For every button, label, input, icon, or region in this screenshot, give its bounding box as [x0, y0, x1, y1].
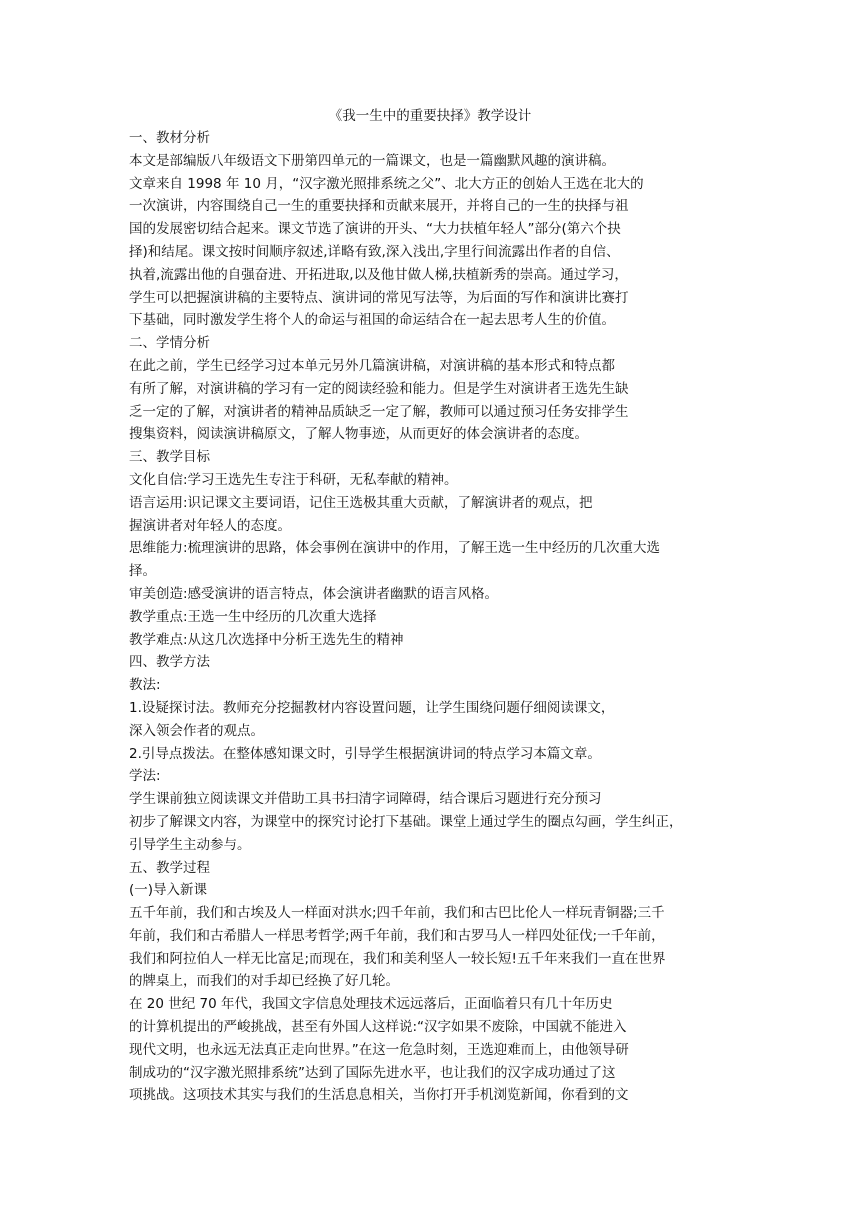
text-line: 引导学生主动参与。	[129, 836, 251, 853]
text-line: 握演讲者对年轻人的态度。	[129, 517, 291, 534]
text-line: 本文是部编版八年级语文下册第四单元的一篇课文，也是一篇幽默风趣的演讲稿。	[129, 152, 615, 169]
text-line: 制成功的“汉字激光照排系统”达到了国际先进水平，也让我们的汉字成功通过了这	[129, 1064, 616, 1081]
text-line: 下基础，同时激发学生将个人的命运与祖国的命运结合在一起去思考人生的价值。	[129, 312, 615, 329]
text-line: 2.引导点拨法。在整体感知课文时，引导学生根据演讲词的特点学习本篇文章。	[129, 745, 601, 762]
text-line: 审美创造:感受演讲的语言特点，体会演讲者幽默的语言风格。	[129, 585, 499, 602]
text-line: 的牌桌上，而我们的对手却已经换了好几轮。	[129, 973, 399, 990]
subsection-heading: (一)导入新课	[129, 882, 208, 899]
section-heading: 三、教学目标	[129, 449, 210, 466]
text-line: 择)和结尾。课文按时间顺序叙述,详略有致,深入浅出,字里行间流露出作者的自信、	[129, 243, 620, 260]
text-line: 学生课前独立阅读课文并借助工具书扫清字词障碍，结合课后习题进行充分预习	[129, 791, 602, 808]
text-line: 一次演讲，内容围绕自己一生的重要抉择和贡献来展开，并将自己的一生的抉择与祖	[129, 198, 629, 215]
text-line: 教法:	[129, 677, 161, 694]
text-line: 我们和阿拉伯人一样无比富足;而现在，我们和美利坚人一较长短!五千年来我们一直在世界	[129, 950, 666, 967]
section-heading: 五、教学过程	[129, 859, 210, 876]
text-line: 语言运用:识记课文主要词语，记住王选极其重大贡献，了解演讲者的观点，把	[129, 494, 593, 511]
text-line: 教学重点:王选一生中经历的几次重大选择	[129, 608, 377, 625]
text-line: 乏一定的了解，对演讲者的精神品质缺乏一定了解，教师可以通过预习任务安排学生	[129, 403, 629, 420]
text-line: 在 20 世纪 70 年代，我国文字信息处理技术远远落后，正面临着只有几十年历史	[129, 996, 613, 1013]
text-line: 五千年前，我们和古埃及人一样面对洪水;四千年前，我们和古巴比伦人一样玩青铜器;三千	[129, 905, 665, 922]
text-line: 初步了解课文内容，为课堂中的探究讨论打下基础。课堂上通过学生的圈点勾画，学生纠正，	[129, 813, 683, 830]
text-line: 的计算机提出的严峻挑战，甚至有外国人这样说:“汉字如果不废除，中国就不能进入	[129, 1019, 627, 1036]
text-line: 学法:	[129, 768, 161, 785]
document-title: 《我一生中的重要抉择》教学设计	[328, 108, 532, 124]
section-heading: 二、学情分析	[129, 335, 210, 352]
text-line: 搜集资料，阅读演讲稿原文，了解人物事迹，从而更好的体会演讲者的态度。	[129, 426, 588, 443]
document-body	[129, 127, 739, 1107]
text-line: 思维能力:梳理演讲的思路，体会事例在演讲中的作用，了解王选一生中经历的几次重大选	[129, 540, 661, 557]
text-line: 教学难点:从这几次选择中分析王选先生的精神	[129, 631, 404, 648]
text-line: 有所了解，对演讲稿的学习有一定的阅读经验和能力。但是学生对演讲者王选先生缺	[129, 380, 629, 397]
text-line: 年前，我们和古希腊人一样思考哲学;两千年前，我们和古罗马人一样四处征伐;一千年前，	[129, 927, 665, 944]
text-line: 国的发展密切结合起来。课文节选了演讲的开头、“大力扶植年轻人”部分(第六个抉	[129, 221, 621, 238]
section-heading: 一、教材分析	[129, 130, 210, 146]
text-line: 文章来自 1998 年 10 月，“汉字激光照排系统之父”、北大方正的创始人王选在北大的	[129, 175, 644, 192]
section-heading: 四、教学方法	[129, 654, 210, 671]
text-line: 学生可以把握演讲稿的主要特点、演讲词的常见写法等，为后面的写作和演讲比赛打	[129, 289, 629, 306]
text-line: 1.设疑探讨法。教师充分挖掘教材内容设置问题，让学生围绕问题仔细阅读课文，	[129, 699, 615, 716]
text-line: 文化自信:学习王选先生专注于科研，无私奉献的精神。	[129, 471, 458, 488]
text-line: 在此之前，学生已经学习过本单元另外几篇演讲稿，对演讲稿的基本形式和特点都	[129, 357, 615, 374]
text-line: 现代文明，也永远无法真正走向世界。”在这一危急时刻，王选迎难而上，由他领导研	[129, 1041, 629, 1058]
text-line: 执着,流露出他的自强奋进、开拓进取,以及他甘做人梯,扶植新秀的崇高。通过学习，	[129, 266, 628, 283]
text-line: 深入领会作者的观点。	[129, 722, 264, 739]
text-line: 项挑战。这项技术其实与我们的生活息息相关，当你打开手机浏览新闻，你看到的文	[129, 1087, 629, 1104]
text-line: 择。	[129, 563, 156, 580]
